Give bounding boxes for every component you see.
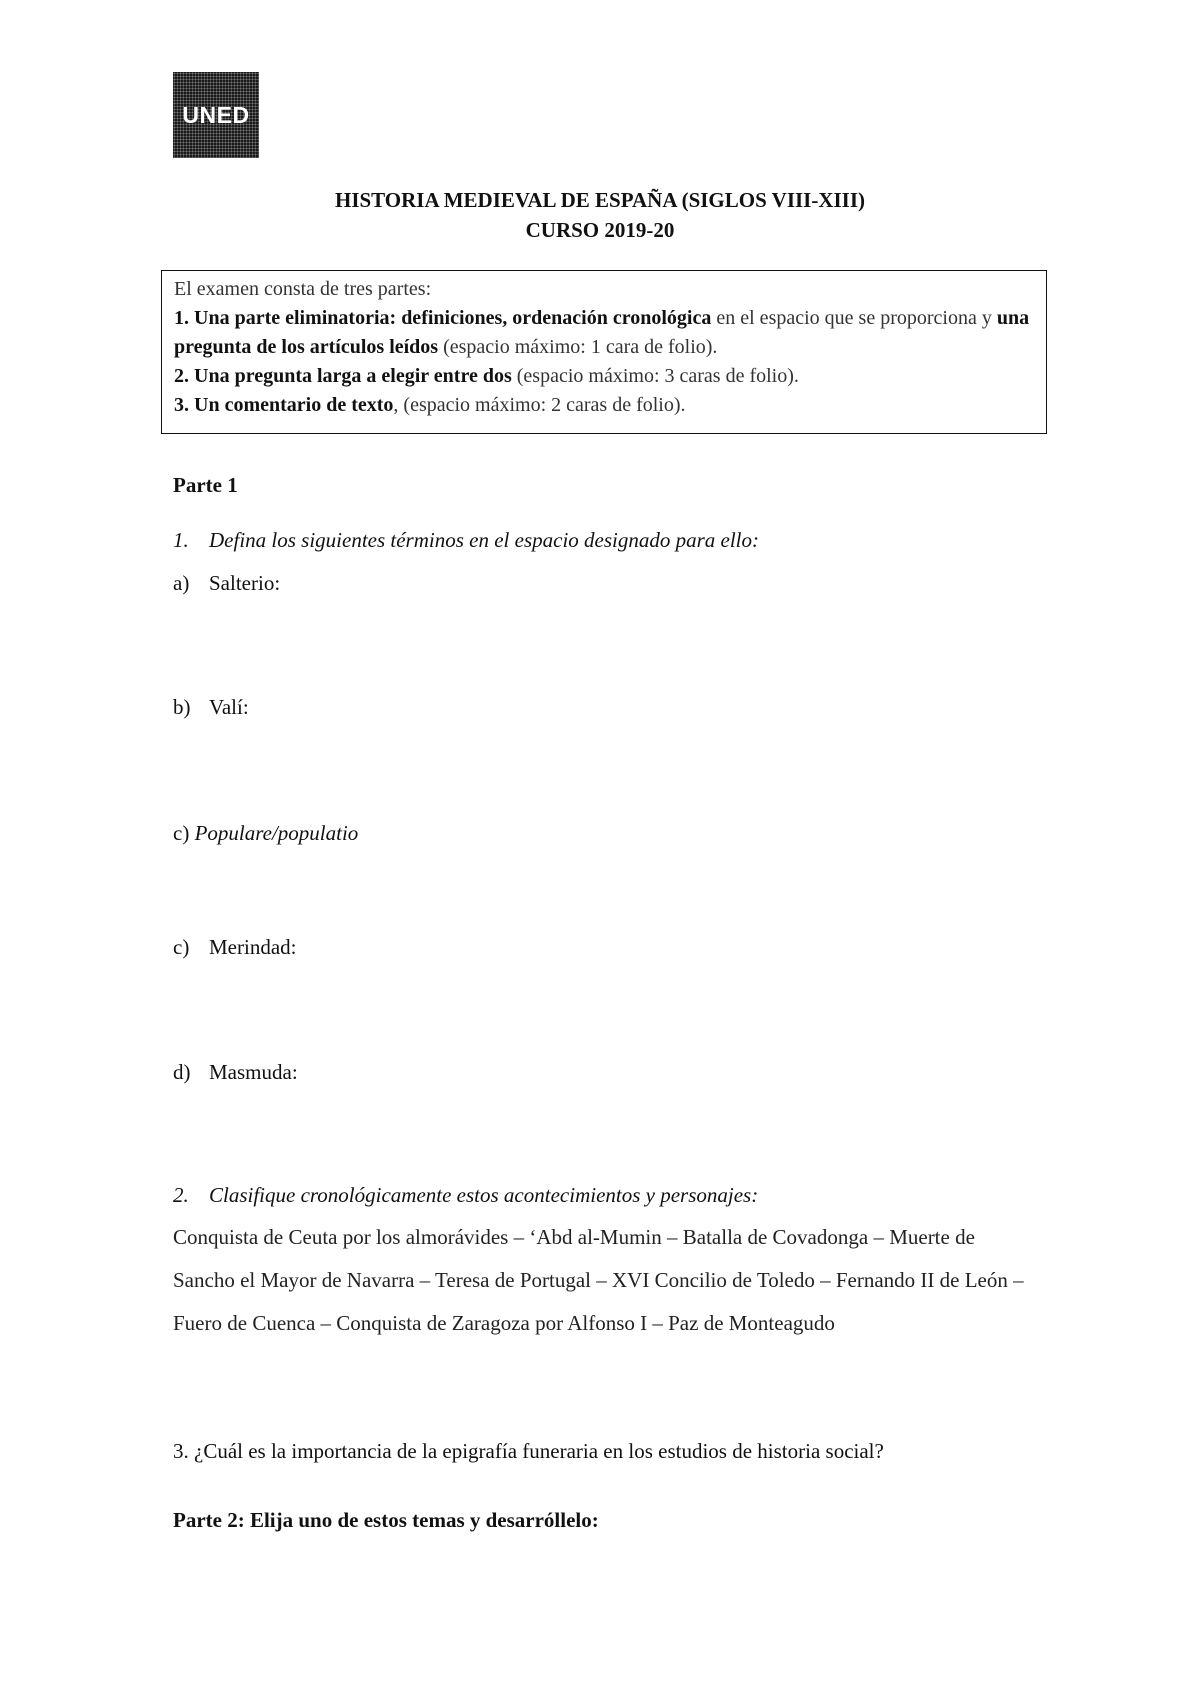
term-a — [173, 568, 280, 598]
term-label: b) — [173, 695, 191, 719]
term-label: d) — [173, 1060, 191, 1084]
instructions-box — [161, 270, 1047, 434]
item-1-text-2: (espacio máximo: 1 cara de folio). — [438, 336, 718, 358]
uned-logo — [173, 72, 259, 158]
term-text: Salterio: — [209, 571, 281, 595]
item-1-bold-2: una pregunta de los artículos leídos — [174, 307, 1030, 358]
logo-text: UNED — [182, 101, 250, 128]
question-3: 3. ¿Cuál es la importancia de la epigrafía funeraria en los estudios de historia social? — [173, 1439, 884, 1463]
item-2-number: 2. — [174, 365, 189, 387]
exam-title: HISTORIA MEDIEVAL DE ESPAÑA (SIGLOS VIII-XIII) — [334, 188, 866, 212]
term-label: c) — [173, 821, 190, 845]
part-1-heading: Parte 1 — [173, 473, 238, 497]
question-1-number: 1. — [173, 528, 189, 552]
item-1-bold-1: Una parte eliminatoria: definiciones, ordenación cronológica — [194, 307, 712, 329]
item-1-text-1: en el espacio que se proporciona y — [711, 307, 997, 329]
term-text: Valí: — [209, 695, 249, 719]
term-b — [173, 692, 249, 722]
term-c-2 — [173, 932, 296, 962]
instructions-intro: El examen consta de tres partes: — [174, 278, 432, 300]
term-label: a) — [173, 571, 190, 595]
term-d — [173, 1057, 298, 1087]
term-text: Masmuda: — [209, 1060, 298, 1084]
item-3-number: 3. — [174, 394, 189, 416]
item-1-number: 1. — [174, 307, 189, 329]
item-2-text: (espacio máximo: 3 caras de folio). — [511, 365, 799, 387]
question-1-prompt — [173, 525, 759, 555]
exam-course: CURSO 2019-20 — [525, 218, 675, 242]
term-text: Merindad: — [209, 935, 297, 959]
question-2-prompt — [173, 1180, 758, 1210]
question-2-text: Clasifique cronológicamente estos acontecimientos y personajes: — [209, 1183, 759, 1207]
question-2-number: 2. — [173, 1183, 189, 1207]
item-3-bold: Un comentario de texto — [194, 394, 394, 416]
question-2-items: Conquista de Ceuta por los almorávides – ‘Abd al-Mumin – Batalla de Covadonga – Muerte de Sancho el Mayor de Navarra – Teresa de Portugal – XVI Concilio de Toledo – Fernando II de León – Fuero de Cuenca – Conquista de Zaragoza por Alfonso I – Paz de Monteagudo — [173, 1225, 1024, 1335]
part-2-heading: Parte 2: Elija uno de estos temas y desarróllelo: — [173, 1508, 599, 1532]
instructions-item-2 — [174, 362, 1036, 391]
question-1-text: Defina los siguientes términos en el espacio designado para ello: — [209, 528, 760, 552]
term-c-1 — [173, 818, 358, 848]
item-3-text: , (espacio máximo: 2 caras de folio). — [393, 394, 686, 416]
instructions-item-3 — [174, 391, 1036, 420]
instructions-item-1 — [174, 304, 1036, 362]
item-2-bold: Una pregunta larga a elegir entre dos — [194, 365, 512, 387]
term-label: c) — [173, 935, 190, 959]
term-text: Populare/populatio — [194, 821, 359, 845]
